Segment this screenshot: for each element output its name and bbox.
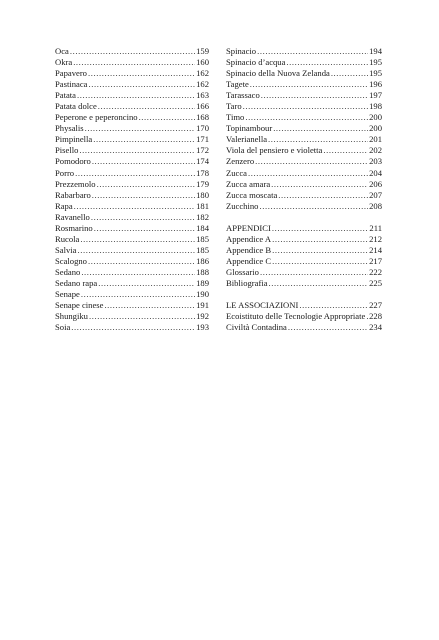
entry-title: Tagete	[226, 79, 249, 90]
dot-leader	[288, 322, 368, 333]
entry-page-number: 212	[369, 233, 382, 244]
entry-title: Pomodoro	[55, 156, 91, 167]
entry-title: Timo	[226, 112, 245, 123]
entry-page-number: 217	[369, 255, 382, 266]
dot-leader	[93, 134, 195, 145]
dot-leader	[259, 201, 368, 212]
entry-title: Peperone e peperoncino	[55, 112, 138, 123]
entry-title: Zucca amara	[226, 178, 271, 189]
entry-title: Zucca moscata	[226, 189, 278, 200]
entry-page-number: 185	[196, 233, 209, 244]
entry-page-number: 214	[369, 244, 382, 255]
dot-leader	[89, 311, 195, 322]
entry-page-number: 206	[369, 178, 382, 189]
dot-leader	[273, 123, 368, 134]
dot-leader	[286, 57, 368, 68]
entry-title: Senape	[55, 289, 80, 300]
entry-title: Papavero	[55, 68, 87, 79]
entry-title: Sedano	[55, 266, 81, 277]
index-entry	[226, 190, 382, 201]
dot-leader	[255, 156, 368, 167]
entry-page-number: 228	[369, 311, 382, 322]
entry-title: LE ASSOCIAZIONI	[226, 300, 299, 311]
entry-page-number: 211	[369, 222, 382, 233]
entry-page-number: 174	[196, 156, 209, 167]
index-entry	[226, 134, 382, 145]
dot-leader	[245, 112, 368, 123]
index-entry	[55, 256, 209, 267]
index-entry	[55, 300, 209, 311]
entry-page-number: 234	[369, 322, 382, 333]
index-entry	[55, 289, 209, 300]
entry-page-number: 172	[196, 145, 209, 156]
entry-title: Topinambour	[226, 123, 273, 134]
dot-leader	[272, 256, 368, 267]
entry-title: Rucola	[55, 233, 80, 244]
dot-leader	[323, 145, 368, 156]
entry-page-number: 171	[196, 134, 209, 145]
index-entry	[55, 267, 209, 278]
dot-leader	[272, 245, 368, 256]
dot-leader	[139, 112, 196, 123]
entry-page-number: 170	[196, 123, 209, 134]
section-gap	[226, 212, 382, 223]
dot-leader	[77, 90, 195, 101]
dot-leader	[92, 156, 195, 167]
entry-page-number: 196	[369, 79, 382, 90]
index-entry	[226, 256, 382, 267]
index-entry	[226, 322, 382, 333]
entry-page-number: 200	[369, 112, 382, 123]
entry-page-number: 190	[196, 289, 209, 300]
entry-title: Pisello	[55, 145, 79, 156]
entry-page-number: 200	[369, 123, 382, 134]
index-entry	[55, 68, 209, 79]
index-entry	[226, 201, 382, 212]
entry-title: Senape cinese	[55, 300, 104, 311]
dot-leader	[261, 90, 368, 101]
entry-title: Spinacio d’acqua	[226, 57, 286, 68]
entry-title: Glossario	[226, 266, 259, 277]
index-entry	[55, 223, 209, 234]
index-entry	[226, 79, 382, 90]
entry-page-number: 168	[196, 112, 209, 123]
entry-title: Sedano rapa	[55, 277, 98, 288]
index-entry	[55, 123, 209, 134]
entry-title: Appendice A	[226, 233, 272, 244]
index-entry	[55, 201, 209, 212]
index-entry	[226, 179, 382, 190]
dot-leader	[250, 79, 368, 90]
index-entry	[55, 168, 209, 179]
entry-page-number: 195	[369, 68, 382, 79]
entry-title: Bibliografia	[226, 277, 268, 288]
entry-page-number: 162	[196, 68, 209, 79]
entry-title: Appendice C	[226, 255, 272, 266]
entry-page-number: 222	[369, 266, 382, 277]
entry-title: Valerianella	[226, 134, 268, 145]
index-entry	[226, 223, 382, 234]
entry-page-number: 189	[196, 277, 209, 288]
dot-leader	[98, 278, 195, 289]
entry-title: Shungiku	[55, 311, 88, 322]
entry-page-number: 178	[196, 167, 209, 178]
dot-leader	[74, 201, 195, 212]
entry-page-number: 159	[196, 46, 209, 56]
entry-page-number: 162	[196, 79, 209, 90]
entry-page-number: 184	[196, 222, 209, 233]
index-entry	[226, 156, 382, 167]
index-entry	[55, 156, 209, 167]
entry-title: Zenzero	[226, 156, 255, 167]
entry-title: APPENDICI	[226, 222, 271, 233]
dot-leader	[268, 134, 368, 145]
entry-title: Rapa	[55, 200, 73, 211]
dot-leader	[299, 300, 368, 311]
index-entry	[55, 278, 209, 289]
index-column-left	[55, 46, 209, 333]
dot-leader	[366, 311, 368, 322]
entry-title: Ecoistituto delle Tecnologie Appropriate	[226, 311, 366, 322]
entry-title: Patata	[55, 90, 76, 101]
dot-leader	[88, 79, 195, 90]
entry-page-number: 193	[196, 322, 209, 333]
entry-page-number: 180	[196, 189, 209, 200]
entry-page-number: 166	[196, 101, 209, 112]
entry-title: Scalogno	[55, 255, 87, 266]
entry-title: Rosmarino	[55, 222, 93, 233]
entry-page-number: 203	[369, 156, 382, 167]
index-entry	[226, 311, 382, 322]
index-entry	[55, 145, 209, 156]
entry-title: Prezzemolo	[55, 178, 96, 189]
index-entry	[55, 46, 209, 57]
index-entry	[55, 322, 209, 333]
dot-leader	[85, 123, 195, 134]
index-entry	[55, 112, 209, 123]
index-entry	[226, 168, 382, 179]
entry-title: Viola del pensiero e violetta	[226, 145, 323, 156]
index-entry	[226, 278, 382, 289]
entry-title: Pastinaca	[55, 79, 88, 90]
dot-leader	[91, 212, 195, 223]
index-entry	[226, 57, 382, 68]
entry-page-number: 179	[196, 178, 209, 189]
dot-leader	[248, 168, 368, 179]
index-entry	[226, 101, 382, 112]
entry-page-number: 186	[196, 255, 209, 266]
dot-leader	[77, 245, 195, 256]
section-gap	[226, 289, 382, 300]
index-entry	[55, 79, 209, 90]
index-entry	[226, 112, 382, 123]
entry-page-number: 192	[196, 311, 209, 322]
index-entry	[226, 123, 382, 134]
dot-leader	[257, 46, 368, 57]
dot-leader	[269, 278, 369, 289]
entry-title: Tarassaco	[226, 90, 260, 101]
index-entry	[226, 90, 382, 101]
entry-page-number: 194	[369, 46, 382, 56]
dot-leader	[71, 322, 195, 333]
dot-leader	[272, 223, 369, 234]
dot-leader	[92, 190, 195, 201]
entry-title: Zucchino	[226, 200, 259, 211]
entry-title: Patata dolce	[55, 101, 97, 112]
entry-page-number: 204	[369, 167, 382, 178]
index-entry	[55, 190, 209, 201]
entry-title: Spinacio della Nuova Zelanda	[226, 68, 330, 79]
dot-leader	[104, 300, 195, 311]
entry-page-number: 185	[196, 244, 209, 255]
entry-title: Salvia	[55, 244, 77, 255]
entry-page-number: 197	[369, 90, 382, 101]
entry-title: Ravanello	[55, 211, 90, 222]
index-entry	[55, 212, 209, 223]
entry-title: Taro	[226, 101, 242, 112]
index-column-right	[226, 46, 382, 333]
entry-title: Pimpinella	[55, 134, 93, 145]
index-entry	[226, 267, 382, 278]
entry-page-number: 202	[369, 145, 382, 156]
index-entry	[55, 245, 209, 256]
entry-title: Porro	[55, 167, 75, 178]
index-entry	[55, 311, 209, 322]
dot-leader	[97, 179, 196, 190]
index-entry	[55, 101, 209, 112]
dot-leader	[73, 57, 195, 68]
index-entry	[226, 234, 382, 245]
entry-page-number: 195	[369, 57, 382, 68]
index-entry	[226, 245, 382, 256]
dot-leader	[75, 168, 195, 179]
entry-title: Okra	[55, 57, 73, 68]
index-entry	[226, 145, 382, 156]
dot-leader	[271, 179, 368, 190]
entry-title: Zucca	[226, 167, 247, 178]
entry-page-number: 181	[196, 200, 209, 211]
entry-title: Rabarbaro	[55, 189, 91, 200]
dot-leader	[88, 256, 195, 267]
entry-page-number: 160	[196, 57, 209, 68]
entry-page-number: 227	[369, 300, 382, 311]
entry-title: Civiltà Contadina	[226, 322, 287, 333]
index-entry	[226, 68, 382, 79]
entry-title: Soia	[55, 322, 71, 333]
entry-page-number: 198	[369, 101, 382, 112]
dot-leader	[260, 267, 368, 278]
dot-leader	[81, 267, 195, 278]
entry-title: Oca	[55, 46, 69, 56]
index-entry	[55, 134, 209, 145]
dot-leader	[70, 46, 195, 57]
dot-leader	[243, 101, 368, 112]
entry-page-number: 163	[196, 90, 209, 101]
dot-leader	[88, 68, 195, 79]
index-entry	[55, 234, 209, 245]
entry-page-number: 188	[196, 266, 209, 277]
entry-page-number: 182	[196, 211, 209, 222]
entry-page-number: 208	[369, 200, 382, 211]
entry-title: Appendice B	[226, 244, 272, 255]
dot-leader	[80, 234, 195, 245]
dot-leader	[331, 68, 368, 79]
dot-leader	[94, 223, 195, 234]
index-entry	[226, 300, 382, 311]
dot-leader	[98, 101, 195, 112]
index-entry	[226, 46, 382, 57]
entry-title: Physalis	[55, 123, 84, 134]
entry-page-number: 201	[369, 134, 382, 145]
entry-title: Spinacio	[226, 46, 257, 56]
index-entry	[55, 57, 209, 68]
dot-leader	[79, 145, 195, 156]
index-entry	[55, 179, 209, 190]
entry-page-number: 207	[369, 189, 382, 200]
dot-leader	[272, 234, 368, 245]
dot-leader	[278, 190, 368, 201]
index-entry	[55, 90, 209, 101]
entry-page-number: 191	[196, 300, 209, 311]
dot-leader	[81, 289, 195, 300]
entry-page-number: 225	[369, 277, 382, 288]
